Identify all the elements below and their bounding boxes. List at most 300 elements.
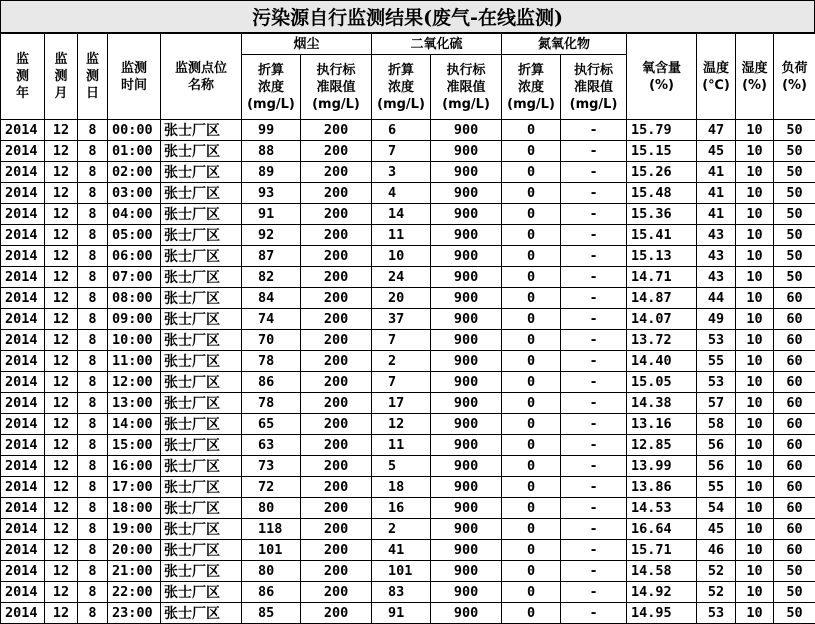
cell-location: 张士厂区: [161, 120, 242, 141]
cell-location: 张士厂区: [161, 477, 242, 498]
cell-day: 8: [78, 540, 108, 561]
cell-time: 18:00: [108, 498, 161, 519]
cell-day: 8: [78, 435, 108, 456]
cell-dust-conc: 86: [242, 372, 301, 393]
cell-temperature: 44: [697, 288, 736, 309]
cell-location: 张士厂区: [161, 288, 242, 309]
cell-oxygen: 14.53: [627, 498, 697, 519]
cell-humidity: 10: [736, 351, 774, 372]
cell-humidity: 10: [736, 477, 774, 498]
cell-load: 60: [774, 540, 815, 561]
cell-location: 张士厂区: [161, 204, 242, 225]
cell-temperature: 56: [697, 435, 736, 456]
cell-month: 12: [45, 351, 78, 372]
cell-month: 12: [45, 414, 78, 435]
cell-time: 05:00: [108, 225, 161, 246]
cell-dust-limit: 200: [301, 435, 372, 456]
cell-month: 12: [45, 120, 78, 141]
cell-load: 50: [774, 183, 815, 204]
cell-oxygen: 15.41: [627, 225, 697, 246]
cell-temperature: 43: [697, 225, 736, 246]
cell-dust-conc: 93: [242, 183, 301, 204]
cell-location: 张士厂区: [161, 183, 242, 204]
table-row: [1, 309, 815, 330]
cell-time: 10:00: [108, 330, 161, 351]
page-title: 污染源自行监测结果(废气-在线监测): [0, 0, 815, 33]
cell-so2-limit: 900: [431, 225, 502, 246]
cell-oxygen: 14.87: [627, 288, 697, 309]
cell-month: 12: [45, 561, 78, 582]
cell-year: 2014: [1, 288, 45, 309]
cell-dust-limit: 200: [301, 267, 372, 288]
cell-so2-conc: 24: [372, 267, 431, 288]
cell-dust-conc: 70: [242, 330, 301, 351]
cell-nox-conc: 0: [502, 225, 561, 246]
cell-nox-conc: 0: [502, 351, 561, 372]
cell-nox-limit: -: [561, 561, 627, 582]
cell-load: 60: [774, 288, 815, 309]
cell-load: 50: [774, 246, 815, 267]
cell-temperature: 58: [697, 414, 736, 435]
cell-so2-limit: 900: [431, 519, 502, 540]
cell-so2-conc: 18: [372, 477, 431, 498]
header-load: 负荷 (%): [774, 34, 815, 120]
cell-month: 12: [45, 393, 78, 414]
cell-time: 02:00: [108, 162, 161, 183]
cell-dust-conc: 80: [242, 561, 301, 582]
cell-so2-limit: 900: [431, 372, 502, 393]
cell-location: 张士厂区: [161, 141, 242, 162]
cell-year: 2014: [1, 393, 45, 414]
cell-humidity: 10: [736, 456, 774, 477]
cell-nox-limit: -: [561, 183, 627, 204]
cell-so2-conc: 10: [372, 246, 431, 267]
cell-temperature: 45: [697, 519, 736, 540]
cell-nox-limit: -: [561, 414, 627, 435]
cell-location: 张士厂区: [161, 246, 242, 267]
cell-nox-conc: 0: [502, 267, 561, 288]
cell-dust-conc: 118: [242, 519, 301, 540]
cell-time: 14:00: [108, 414, 161, 435]
cell-year: 2014: [1, 414, 45, 435]
cell-load: 60: [774, 330, 815, 351]
cell-nox-limit: -: [561, 330, 627, 351]
cell-temperature: 54: [697, 498, 736, 519]
cell-nox-conc: 0: [502, 393, 561, 414]
table-row: [1, 561, 815, 582]
cell-day: 8: [78, 393, 108, 414]
cell-time: 09:00: [108, 309, 161, 330]
cell-year: 2014: [1, 372, 45, 393]
cell-dust-limit: 200: [301, 225, 372, 246]
cell-location: 张士厂区: [161, 456, 242, 477]
cell-temperature: 55: [697, 351, 736, 372]
cell-humidity: 10: [736, 309, 774, 330]
cell-nox-conc: 0: [502, 498, 561, 519]
cell-dust-conc: 92: [242, 225, 301, 246]
cell-day: 8: [78, 288, 108, 309]
cell-time: 16:00: [108, 456, 161, 477]
cell-time: 15:00: [108, 435, 161, 456]
cell-humidity: 10: [736, 498, 774, 519]
cell-nox-limit: -: [561, 288, 627, 309]
header-month: 监 测 月: [45, 34, 78, 120]
cell-dust-limit: 200: [301, 204, 372, 225]
cell-humidity: 10: [736, 183, 774, 204]
cell-year: 2014: [1, 246, 45, 267]
cell-so2-limit: 900: [431, 540, 502, 561]
cell-oxygen: 15.05: [627, 372, 697, 393]
header-so2-limit: 执行标 准限值 (mg/L): [431, 55, 502, 120]
header-day: 监 测 日: [78, 34, 108, 120]
cell-humidity: 10: [736, 603, 774, 624]
cell-dust-limit: 200: [301, 141, 372, 162]
cell-so2-limit: 900: [431, 288, 502, 309]
cell-nox-limit: -: [561, 204, 627, 225]
cell-dust-conc: 86: [242, 582, 301, 603]
cell-humidity: 10: [736, 414, 774, 435]
cell-load: 60: [774, 498, 815, 519]
cell-nox-limit: -: [561, 372, 627, 393]
cell-so2-limit: 900: [431, 330, 502, 351]
cell-nox-limit: -: [561, 267, 627, 288]
table-row: [1, 540, 815, 561]
cell-nox-conc: 0: [502, 414, 561, 435]
cell-year: 2014: [1, 225, 45, 246]
cell-nox-limit: -: [561, 351, 627, 372]
table-row: [1, 351, 815, 372]
cell-nox-conc: 0: [502, 456, 561, 477]
cell-year: 2014: [1, 582, 45, 603]
table-row: [1, 330, 815, 351]
cell-dust-conc: 78: [242, 351, 301, 372]
cell-time: 01:00: [108, 141, 161, 162]
cell-nox-limit: -: [561, 141, 627, 162]
table-row: [1, 183, 815, 204]
cell-day: 8: [78, 330, 108, 351]
cell-time: 19:00: [108, 519, 161, 540]
cell-so2-limit: 900: [431, 456, 502, 477]
cell-year: 2014: [1, 330, 45, 351]
cell-temperature: 41: [697, 162, 736, 183]
cell-nox-conc: 0: [502, 519, 561, 540]
table-row: [1, 393, 815, 414]
cell-month: 12: [45, 204, 78, 225]
cell-year: 2014: [1, 477, 45, 498]
cell-location: 张士厂区: [161, 225, 242, 246]
cell-day: 8: [78, 225, 108, 246]
cell-time: 22:00: [108, 582, 161, 603]
cell-day: 8: [78, 519, 108, 540]
table-row: [1, 225, 815, 246]
cell-day: 8: [78, 414, 108, 435]
cell-month: 12: [45, 330, 78, 351]
cell-time: 12:00: [108, 372, 161, 393]
cell-so2-conc: 5: [372, 456, 431, 477]
cell-so2-limit: 900: [431, 162, 502, 183]
cell-day: 8: [78, 246, 108, 267]
cell-humidity: 10: [736, 246, 774, 267]
table-header: [1, 34, 815, 120]
cell-dust-limit: 200: [301, 246, 372, 267]
cell-day: 8: [78, 477, 108, 498]
header-group-so2: 二氧化硫: [372, 34, 502, 55]
cell-month: 12: [45, 519, 78, 540]
cell-dust-limit: 200: [301, 393, 372, 414]
cell-month: 12: [45, 141, 78, 162]
cell-temperature: 53: [697, 330, 736, 351]
cell-so2-conc: 17: [372, 393, 431, 414]
cell-time: 04:00: [108, 204, 161, 225]
cell-month: 12: [45, 372, 78, 393]
cell-nox-conc: 0: [502, 603, 561, 624]
cell-location: 张士厂区: [161, 162, 242, 183]
cell-oxygen: 13.16: [627, 414, 697, 435]
cell-nox-conc: 0: [502, 435, 561, 456]
cell-temperature: 41: [697, 183, 736, 204]
cell-oxygen: 14.71: [627, 267, 697, 288]
cell-load: 60: [774, 456, 815, 477]
cell-temperature: 57: [697, 393, 736, 414]
cell-temperature: 46: [697, 540, 736, 561]
cell-humidity: 10: [736, 267, 774, 288]
cell-so2-conc: 3: [372, 162, 431, 183]
cell-month: 12: [45, 162, 78, 183]
cell-dust-limit: 200: [301, 162, 372, 183]
cell-so2-conc: 41: [372, 540, 431, 561]
table-row: [1, 519, 815, 540]
cell-time: 17:00: [108, 477, 161, 498]
cell-location: 张士厂区: [161, 309, 242, 330]
cell-load: 50: [774, 603, 815, 624]
cell-location: 张士厂区: [161, 267, 242, 288]
cell-humidity: 10: [736, 225, 774, 246]
cell-dust-limit: 200: [301, 540, 372, 561]
cell-humidity: 10: [736, 519, 774, 540]
cell-so2-conc: 101: [372, 561, 431, 582]
cell-month: 12: [45, 540, 78, 561]
cell-nox-conc: 0: [502, 477, 561, 498]
cell-oxygen: 15.13: [627, 246, 697, 267]
cell-year: 2014: [1, 120, 45, 141]
cell-year: 2014: [1, 561, 45, 582]
cell-so2-limit: 900: [431, 120, 502, 141]
cell-temperature: 47: [697, 120, 736, 141]
cell-day: 8: [78, 204, 108, 225]
cell-day: 8: [78, 561, 108, 582]
cell-day: 8: [78, 141, 108, 162]
cell-so2-conc: 37: [372, 309, 431, 330]
cell-humidity: 10: [736, 141, 774, 162]
cell-so2-limit: 900: [431, 351, 502, 372]
cell-so2-conc: 6: [372, 120, 431, 141]
cell-load: 50: [774, 561, 815, 582]
cell-dust-conc: 72: [242, 477, 301, 498]
cell-location: 张士厂区: [161, 582, 242, 603]
cell-time: 06:00: [108, 246, 161, 267]
cell-location: 张士厂区: [161, 393, 242, 414]
cell-location: 张士厂区: [161, 540, 242, 561]
cell-so2-limit: 900: [431, 183, 502, 204]
cell-location: 张士厂区: [161, 519, 242, 540]
cell-month: 12: [45, 435, 78, 456]
cell-load: 60: [774, 393, 815, 414]
header-time: 监测 时间: [108, 34, 161, 120]
cell-oxygen: 14.95: [627, 603, 697, 624]
cell-dust-conc: 85: [242, 603, 301, 624]
table-row: [1, 267, 815, 288]
cell-nox-limit: -: [561, 162, 627, 183]
cell-temperature: 53: [697, 603, 736, 624]
header-group-nox: 氮氧化物: [502, 34, 627, 55]
cell-humidity: 10: [736, 582, 774, 603]
cell-dust-limit: 200: [301, 351, 372, 372]
cell-oxygen: 13.99: [627, 456, 697, 477]
cell-so2-limit: 900: [431, 204, 502, 225]
cell-load: 50: [774, 225, 815, 246]
header-group-dust: 烟尘: [242, 34, 372, 55]
cell-oxygen: 14.92: [627, 582, 697, 603]
cell-year: 2014: [1, 519, 45, 540]
cell-nox-conc: 0: [502, 372, 561, 393]
cell-nox-conc: 0: [502, 582, 561, 603]
cell-temperature: 43: [697, 267, 736, 288]
cell-so2-limit: 900: [431, 267, 502, 288]
cell-month: 12: [45, 225, 78, 246]
cell-so2-conc: 11: [372, 435, 431, 456]
cell-oxygen: 15.15: [627, 141, 697, 162]
cell-month: 12: [45, 246, 78, 267]
cell-so2-limit: 900: [431, 435, 502, 456]
cell-year: 2014: [1, 204, 45, 225]
table-row: [1, 414, 815, 435]
cell-month: 12: [45, 498, 78, 519]
cell-time: 07:00: [108, 267, 161, 288]
cell-so2-conc: 12: [372, 414, 431, 435]
header-location: 监测点位 名称: [161, 34, 242, 120]
cell-dust-conc: 78: [242, 393, 301, 414]
cell-humidity: 10: [736, 540, 774, 561]
cell-day: 8: [78, 456, 108, 477]
cell-day: 8: [78, 309, 108, 330]
table-row: [1, 204, 815, 225]
cell-oxygen: 14.40: [627, 351, 697, 372]
cell-day: 8: [78, 498, 108, 519]
table-row: [1, 456, 815, 477]
cell-load: 50: [774, 582, 815, 603]
cell-humidity: 10: [736, 372, 774, 393]
cell-nox-limit: -: [561, 582, 627, 603]
cell-so2-conc: 7: [372, 372, 431, 393]
cell-location: 张士厂区: [161, 330, 242, 351]
cell-dust-limit: 200: [301, 414, 372, 435]
cell-so2-limit: 900: [431, 309, 502, 330]
cell-time: 03:00: [108, 183, 161, 204]
table-row: [1, 582, 815, 603]
cell-load: 60: [774, 519, 815, 540]
cell-so2-conc: 4: [372, 183, 431, 204]
cell-time: 13:00: [108, 393, 161, 414]
cell-time: 08:00: [108, 288, 161, 309]
cell-nox-conc: 0: [502, 204, 561, 225]
cell-year: 2014: [1, 351, 45, 372]
header-so2-conc: 折算 浓度 (mg/L): [372, 55, 431, 120]
cell-dust-conc: 65: [242, 414, 301, 435]
cell-nox-conc: 0: [502, 246, 561, 267]
cell-so2-conc: 14: [372, 204, 431, 225]
cell-oxygen: 14.38: [627, 393, 697, 414]
cell-load: 60: [774, 414, 815, 435]
cell-oxygen: 15.36: [627, 204, 697, 225]
cell-temperature: 41: [697, 204, 736, 225]
cell-location: 张士厂区: [161, 561, 242, 582]
cell-humidity: 10: [736, 330, 774, 351]
table-row: [1, 498, 815, 519]
cell-load: 60: [774, 309, 815, 330]
cell-so2-limit: 900: [431, 141, 502, 162]
cell-load: 50: [774, 120, 815, 141]
table-row: [1, 603, 815, 624]
cell-load: 50: [774, 162, 815, 183]
table-row: [1, 372, 815, 393]
table-row: [1, 435, 815, 456]
header-nox-conc: 折算 浓度 (mg/L): [502, 55, 561, 120]
cell-nox-conc: 0: [502, 120, 561, 141]
cell-temperature: 56: [697, 456, 736, 477]
cell-so2-limit: 900: [431, 561, 502, 582]
cell-so2-conc: 7: [372, 330, 431, 351]
cell-humidity: 10: [736, 435, 774, 456]
cell-temperature: 55: [697, 477, 736, 498]
cell-so2-limit: 900: [431, 603, 502, 624]
table-row: [1, 162, 815, 183]
cell-dust-conc: 63: [242, 435, 301, 456]
cell-dust-conc: 82: [242, 267, 301, 288]
cell-nox-conc: 0: [502, 162, 561, 183]
cell-dust-limit: 200: [301, 183, 372, 204]
cell-nox-limit: -: [561, 393, 627, 414]
cell-month: 12: [45, 456, 78, 477]
header-dust-limit: 执行标 准限值 (mg/L): [301, 55, 372, 120]
cell-nox-limit: -: [561, 540, 627, 561]
cell-dust-limit: 200: [301, 456, 372, 477]
cell-oxygen: 16.64: [627, 519, 697, 540]
cell-load: 50: [774, 204, 815, 225]
cell-nox-conc: 0: [502, 540, 561, 561]
cell-dust-limit: 200: [301, 561, 372, 582]
header-nox-limit: 执行标 准限值 (mg/L): [561, 55, 627, 120]
cell-dust-limit: 200: [301, 477, 372, 498]
table-body: [1, 120, 815, 624]
cell-nox-limit: -: [561, 120, 627, 141]
cell-year: 2014: [1, 603, 45, 624]
cell-location: 张士厂区: [161, 372, 242, 393]
cell-load: 60: [774, 351, 815, 372]
cell-nox-conc: 0: [502, 288, 561, 309]
cell-nox-limit: -: [561, 225, 627, 246]
cell-location: 张士厂区: [161, 414, 242, 435]
cell-day: 8: [78, 162, 108, 183]
cell-day: 8: [78, 603, 108, 624]
cell-so2-conc: 20: [372, 288, 431, 309]
cell-humidity: 10: [736, 204, 774, 225]
cell-nox-conc: 0: [502, 330, 561, 351]
cell-oxygen: 12.85: [627, 435, 697, 456]
cell-dust-conc: 84: [242, 288, 301, 309]
cell-nox-limit: -: [561, 477, 627, 498]
cell-load: 60: [774, 435, 815, 456]
cell-dust-limit: 200: [301, 603, 372, 624]
